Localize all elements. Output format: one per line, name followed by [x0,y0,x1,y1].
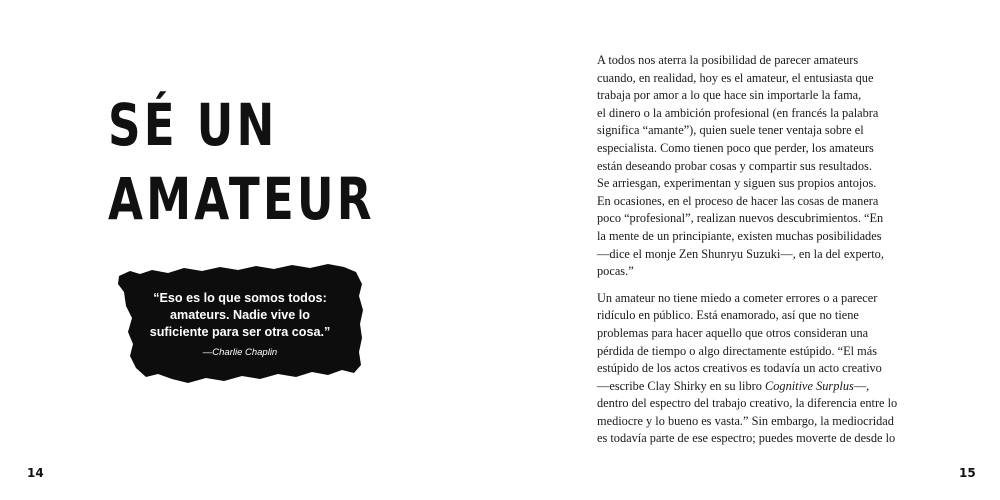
text-line: especialista. Como tienen poco que perder, los amateurs [597,140,874,155]
paragraph-2 [597,290,909,448]
body-text [597,52,909,457]
chapter-title [108,88,375,236]
quote-line-2: amateurs. Nadie vive lo [170,308,310,322]
chapter-title-line-1: SÉ UN [108,91,278,159]
text-line: mediocre y lo bueno es vasta.” Sin embargo, la mediocridad [597,413,894,428]
text-line: A todos nos aterra la posibilidad de parecer amateurs [597,53,859,67]
text-line: En ocasiones, en el proceso de hacer las cosas de manera [597,193,879,208]
quote-line-1: “Eso es lo que somos todos: [153,291,327,305]
text-line: la mente de un principiante, existen muchas posibilidades [597,228,882,243]
text-line: Un amateur no tiene miedo a cometer errores o a parecer [597,290,878,305]
text-line: dentro del espectro del trabajo creativo, la diferencia entre lo [597,396,898,411]
text-segment: —escribe Clay Shirky en su libro [597,378,765,393]
quote-line-3: suficiente para ser otra cosa.” [149,325,331,339]
text-line: —dice el monje Zen Shunryu Suzuki—, en la del experto, [597,246,884,261]
text-line: Se arriesgan, experimentan y siguen sus propios antojos. [597,176,877,191]
quote-text [136,290,344,341]
text-line: pérdida de tiempo o algo directamente estúpido. “El más [597,343,878,358]
text-line: cuando, en realidad, hoy es el amateur, el entusiasta que [597,70,874,85]
text-line-with-book-title [597,378,909,396]
text-line: trabaja por amor a lo que hace sin importarle la fama, [597,88,862,103]
page-number-left: 14 [27,466,44,480]
text-segment: —, [853,378,870,393]
text-line: problemas para hacer aquello que otros consideran una [597,325,869,340]
page-number-right: 15 [959,466,976,480]
chapter-title-line-2: AMATEUR [108,165,375,233]
text-line: están deseando probar cosas y compartir sus resultados. [597,158,872,173]
text-line: pocas.” [597,264,634,279]
paragraph-1 [597,52,909,281]
text-line: es todavía parte de ese espectro; puedes moverte de desde lo [597,431,896,446]
quote-author: —Charlie Chaplin [202,347,278,358]
text-line: poco “profesional”, realizan nuevos descubrimientos. “En [597,211,884,226]
right-page [500,0,1000,500]
text-line: ridículo en público. Está enamorado, así que no tiene [597,308,859,323]
text-line: significa “amante”), quien suele tener ventaja sobre el [597,123,864,138]
text-line: el dinero o la ambición profesional (en francés la palabra [597,105,879,120]
text-line: estúpido de los actos creativos es todavía un acto creativo [597,361,882,376]
book-title: Cognitive Surplus [765,378,854,393]
